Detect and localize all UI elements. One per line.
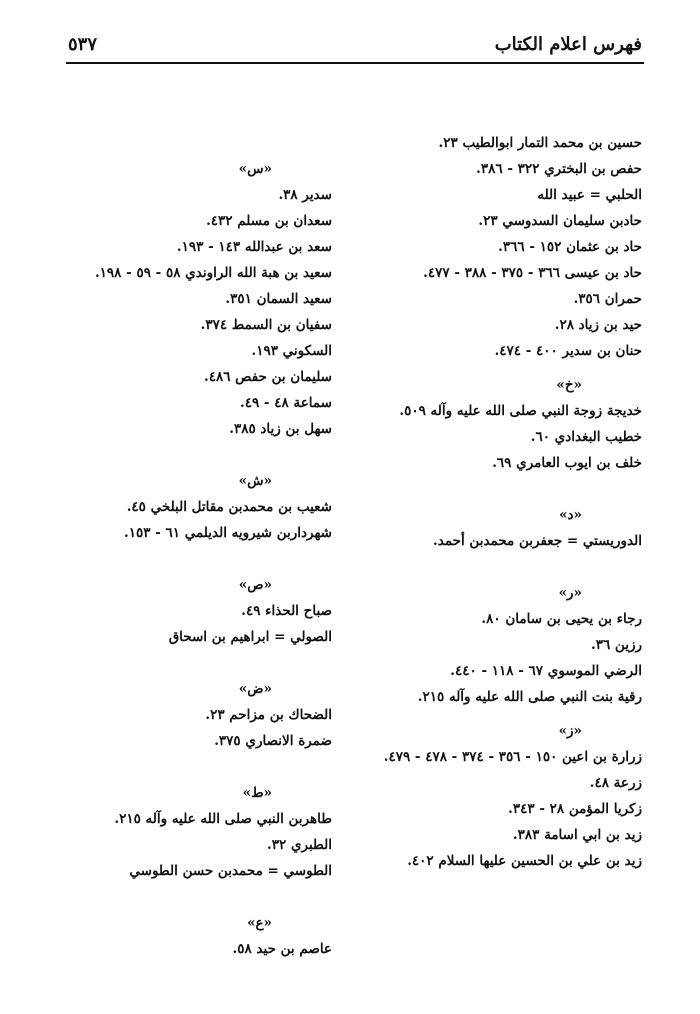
index-entry: زيد بن علي بن الحسين عليها السلام ٤٠٢.	[407, 853, 642, 869]
section-header-shin: «ش»	[238, 473, 272, 489]
index-entry: صباح الحذاء ٤٩.	[241, 603, 332, 619]
index-entry: زرارة بن اعين ١٥٠ - ٣٥٦ - ٣٧٤ - ٤٧٨ - ٤٧٩.	[383, 749, 642, 765]
index-entry: رقية بنت النبي صلى الله عليه وآله ٢١٥.	[417, 689, 642, 705]
index-entry: الطبري ٣٢.	[267, 837, 332, 853]
index-entry: طاهربن النبي صلى الله عليه وآله ٢١٥.	[114, 811, 332, 827]
index-entry: حسين بن محمد التمار ابوالطيب ٢٣.	[438, 135, 642, 151]
index-entry: خطيب البغدادي ٦٠.	[530, 429, 642, 445]
index-entry: سدير ٣٨.	[278, 187, 332, 203]
index-entry: خلف بن ايوب العامري ٦٩.	[492, 455, 642, 471]
index-entry: سماعة ٤٨ - ٤٩.	[240, 395, 332, 411]
index-entry: زيد بن ابي اسامة ٣٨٣.	[512, 827, 642, 843]
section-header-dal: «د»	[559, 507, 582, 523]
index-entry: زكريا المؤمن ٢٨ - ٣٤٣.	[508, 801, 642, 817]
section-header-kha: «خ»	[556, 377, 582, 393]
index-entry: الصولي = ابراهيم بن اسحاق	[168, 629, 332, 645]
index-entry: سعيد السمان ٣٥١.	[225, 291, 332, 307]
index-entry: حفص بن البختري ٣٢٢ - ٣٨٦.	[476, 161, 642, 177]
index-entry: خديجة زوجة النبي صلى الله عليه وآله ٥٠٩.	[399, 403, 642, 419]
right-column	[352, 130, 642, 874]
index-entry: الدوريستي = جعفربن محمدبن أحمد.	[433, 533, 642, 549]
index-entry: عاصم بن حيد ٥٨.	[232, 941, 332, 957]
index-entry: الحلبي = عبيد الله	[537, 187, 642, 203]
index-entry: رجاء بن يحيى بن سامان ٨٠.	[481, 611, 642, 627]
page-header	[68, 30, 642, 58]
index-entry: حاد بن عثمان ١٥٢ - ٣٦٦.	[498, 239, 642, 255]
index-entry: سعد بن عبدالله ١٤٣ - ١٩٣.	[176, 239, 332, 255]
index-entry: السكوني ١٩٣.	[251, 343, 332, 359]
index-entry: سعيد بن هبة الله الراوندي ٥٨ - ٥٩ - ١٩٨.	[94, 265, 332, 281]
index-entry: الطوسي = محمدبن حسن الطوسي	[129, 863, 332, 879]
section-header-sin: «س»	[238, 161, 272, 177]
index-entry: الرضي الموسوي ٦٧ - ١١٨ - ٤٤٠.	[450, 663, 642, 679]
index-entry: شعيب بن محمدبن مقاتل البلخي ٤٥.	[126, 499, 332, 515]
index-entry: حيد بن زياد ٢٨.	[554, 317, 642, 333]
index-entry: سعدان بن مسلم ٤٣٢.	[206, 213, 332, 229]
section-header-ta: «ط»	[242, 785, 272, 801]
index-entry: حاد بن عيسى ٣٦٦ - ٣٧٥ - ٣٨٨ - ٤٧٧.	[423, 265, 642, 281]
index-entry: سفيان بن السمط ٣٧٤.	[200, 317, 332, 333]
index-entry: شهرداربن شيرويه الديلمي ٦١ - ١٥٣.	[124, 525, 332, 541]
section-header-dad: «ض»	[238, 681, 272, 697]
index-entry: حمران ٣٥٦.	[573, 291, 642, 307]
index-entry: سليمان بن حفص ٤٨٦.	[203, 369, 332, 385]
index-entry: زرعة ٤٨.	[589, 775, 642, 791]
index-entry: ضمرة الانصاري ٣٧٥.	[214, 733, 332, 749]
index-entry: حنان بن سدير ٤٠٠ - ٤٧٤.	[494, 343, 642, 359]
section-header-ra: «ر»	[558, 585, 582, 601]
index-entry: رزين ٣٦.	[591, 637, 642, 653]
section-header-zay: «ز»	[558, 723, 582, 739]
header-rule	[66, 62, 644, 64]
index-entry: سهل بن زياد ٣٨٥.	[229, 421, 332, 437]
index-entry: حادبن سليمان السدوسي ٢٣.	[478, 213, 642, 229]
index-entry: الضحاك بن مزاحم ٢٣.	[205, 707, 332, 723]
section-header-ain: «ع»	[247, 915, 272, 931]
section-header-sad: «ص»	[238, 577, 272, 593]
left-column	[22, 156, 332, 962]
page-title: فهرس اعلام الكتاب	[494, 33, 642, 55]
page-number: ٥٣٧	[68, 33, 98, 55]
